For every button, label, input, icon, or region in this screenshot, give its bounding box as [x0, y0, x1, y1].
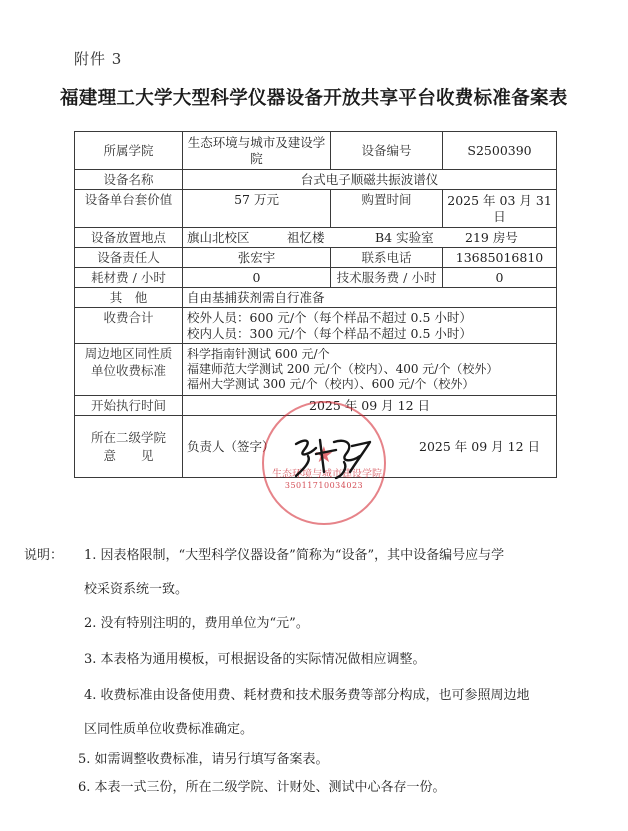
row-start-time: [75, 396, 557, 416]
college-value: 生态环境与城市及建设学院: [183, 132, 331, 170]
college-opinion-label-line-1: 所在二级学院: [90, 429, 166, 445]
equipment-no-label: 设备编号: [331, 132, 443, 170]
purchase-time-value: 2025 年 03 月 31 日: [443, 190, 557, 228]
row-charge: [75, 308, 557, 344]
location-campus: 旗山北校区: [187, 230, 250, 245]
charge-label: 收费合计: [75, 308, 183, 344]
stamp-name: 生态环境与城市建设学院: [272, 469, 382, 480]
service-fee-label: 技术服务费 / 小时: [331, 268, 443, 288]
location-building: 祖忆楼: [287, 230, 325, 245]
location-value: [183, 228, 557, 248]
phone-label: 联系电话: [331, 248, 443, 268]
peer-value: [183, 344, 557, 396]
start-time-label: 开始执行时间: [75, 396, 183, 416]
equipment-name-label: 设备名称: [75, 170, 183, 190]
row-other: [75, 288, 557, 308]
peer-label-line-1: 周边地区同性质: [84, 346, 173, 361]
notes-prefix: 说明：: [24, 548, 64, 563]
peer-label: [75, 344, 183, 396]
row-price: [75, 190, 557, 228]
unit-price-label: 设备单台套价值: [75, 190, 183, 228]
peer-label-line-2: 单位收费标准: [90, 363, 166, 378]
note-2: 2. 没有特别注明的，费用单位为“元”。: [84, 616, 309, 631]
stamp-number: 35011710034023: [284, 481, 364, 490]
purchase-time-label: 购置时间: [331, 190, 443, 228]
location-room: B4 实验室: [375, 230, 434, 245]
row-manager: [75, 248, 557, 268]
equipment-no-value: S2500390: [443, 132, 557, 170]
college-opinion-label-line-2: 意 见: [103, 447, 154, 463]
row-location: [75, 228, 557, 248]
material-fee-label: 耗材费 / 小时: [75, 268, 183, 288]
note-5: 5. 如需调整收费标准，请另行填写备案表。: [78, 752, 329, 767]
star-icon: ★: [314, 443, 334, 468]
other-label: 其 他: [75, 288, 183, 308]
charge-internal: 校内人员：300 元/个（每个样品不超过 0.5 小时）: [187, 325, 472, 341]
other-value: 自由基捕获剂需自行准备: [183, 288, 557, 308]
charge-external: 校外人员：600 元/个（每个样品不超过 0.5 小时）: [187, 309, 472, 325]
sign-date: 2025 年 09 月 12 日: [419, 439, 540, 454]
college-label: 所属学院: [75, 132, 183, 170]
manager-value: 张宏宇: [183, 248, 331, 268]
document-title: 福建理工大学大型科学仪器设备开放共享平台收费标准备案表: [60, 88, 568, 109]
college-opinion-label: [75, 416, 183, 478]
row-peer-standard: [75, 344, 557, 396]
row-equipment-name: [75, 170, 557, 190]
note-1b: 校采资系统一致。: [84, 582, 189, 597]
peer-line-3: 福州大学测试 300 元/个（校内）、600 元/个（校外）: [187, 377, 475, 391]
start-time-value: 2025 年 09 月 12 日: [183, 396, 557, 416]
attachment-label: 附件 3: [74, 50, 123, 68]
note-4b: 区同性质单位收费标准确定。: [84, 722, 254, 737]
location-label: 设备放置地点: [75, 228, 183, 248]
note-1a: 1. 因表格限制，“大型科学仪器设备”简称为“设备”，其中设备编号应与学: [84, 548, 505, 563]
note-3: 3. 本表格为通用模板，可根据设备的实际情况做相应调整。: [84, 652, 426, 667]
row-fees: [75, 268, 557, 288]
row-college-opinion: [75, 416, 557, 478]
unit-price-value: 57 万元: [183, 190, 331, 228]
signer-label: 负责人（签字）: [187, 439, 275, 454]
peer-line-1: 科学指南针测试 600 元/个: [187, 347, 330, 361]
filing-form-table: [74, 131, 557, 478]
peer-line-2: 福建师范大学测试 200 元/个（校内）、400 元/个（校外）: [187, 362, 499, 376]
note-6: 6. 本表一式三份，所在二级学院、计财处、测试中心各存一份。: [78, 780, 446, 795]
equipment-name-value: 台式电子顺磁共振波谱仪: [183, 170, 557, 190]
manager-label: 设备责任人: [75, 248, 183, 268]
charge-value: [183, 308, 557, 344]
phone-value: 13685016810: [443, 248, 557, 268]
material-fee-value: 0: [183, 268, 331, 288]
service-fee-value: 0: [443, 268, 557, 288]
note-4a: 4. 收费标准由设备使用费、耗材费和技术服务费等部分构成，也可参照周边地: [84, 688, 530, 703]
row-college: [75, 132, 557, 170]
college-opinion-value: [183, 416, 557, 478]
location-room-no: 219 房号: [465, 230, 518, 245]
